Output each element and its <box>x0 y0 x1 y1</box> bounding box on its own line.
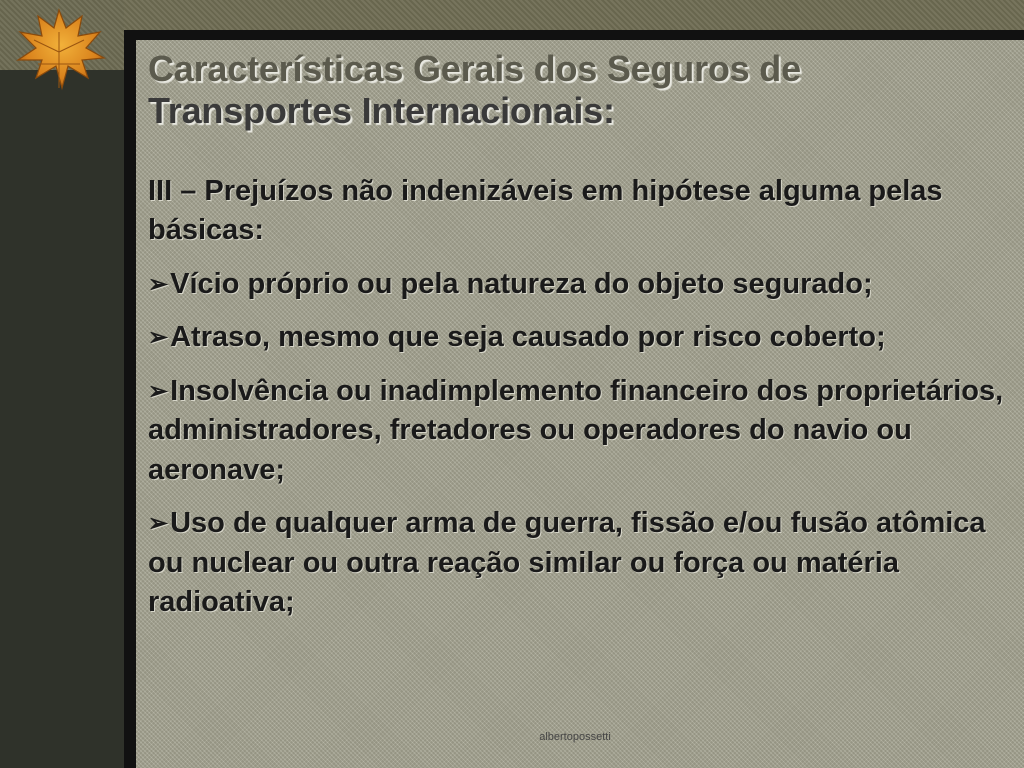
bullet-text: Insolvência ou inadimplemento financeiro dos proprietários, administradores, fretadores ou operadores do navio ou aeronave; <box>148 374 1004 486</box>
bullet-text: Uso de qualquer arma de guerra, fissão e/ou fusão atômica ou nuclear ou outra reação similar ou força ou matéria radioativa; <box>148 507 986 618</box>
maple-leaf-icon <box>4 2 114 92</box>
slide-title-line2: Transportes Internacionais: <box>148 90 615 132</box>
slide-footer: albertopossetti <box>539 731 611 743</box>
frame-left-bar <box>124 30 136 768</box>
bullet-item <box>148 318 1008 357</box>
bullet-text: Vício próprio ou pela natureza do objeto segurado; <box>170 267 873 300</box>
slide-title <box>148 48 1018 132</box>
arrow-bullet-icon: ➢ <box>148 270 169 298</box>
slide-title-line1: Características Gerais dos Seguros de <box>148 48 801 89</box>
frame-top-bar <box>124 30 1024 40</box>
arrow-bullet-icon: ➢ <box>148 510 169 538</box>
bullet-item <box>148 265 1008 304</box>
left-dark-strip <box>0 0 124 768</box>
arrow-bullet-icon: ➢ <box>148 377 169 405</box>
bullet-item <box>148 504 1008 622</box>
arrow-bullet-icon: ➢ <box>148 324 169 352</box>
intro-paragraph: III – Prejuízos não indenizáveis em hipótese alguma pelas básicas: <box>148 175 943 247</box>
bullet-text: Atraso, mesmo que seja causado por risco coberto; <box>170 321 886 354</box>
bullet-item <box>148 372 1008 490</box>
top-texture-strip <box>0 0 1024 30</box>
slide-body <box>148 172 1008 636</box>
